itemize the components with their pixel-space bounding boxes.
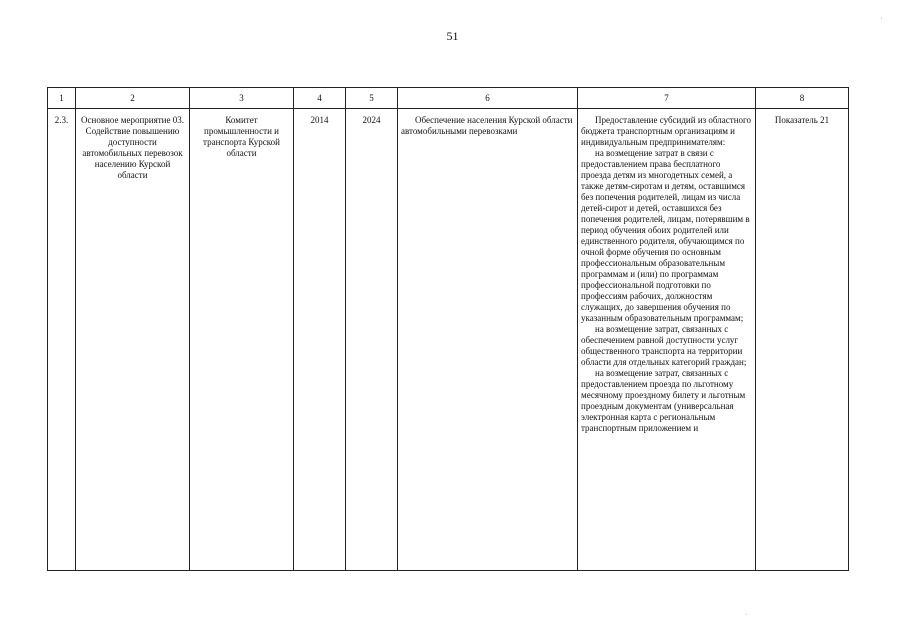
header-col-6: 6 bbox=[398, 88, 578, 109]
description-cell bbox=[578, 109, 756, 571]
start-year: 2014 bbox=[294, 109, 346, 571]
expected-result: Обеспечение населения Курской области автомобильными перевозками bbox=[398, 109, 578, 571]
header-col-7: 7 bbox=[578, 88, 756, 109]
page-number: 51 bbox=[446, 29, 459, 43]
responsible-executor: Комитет промышленности и транспорта Курской области bbox=[190, 109, 294, 571]
header-col-1: 1 bbox=[48, 88, 76, 109]
table-row bbox=[48, 109, 849, 571]
program-table bbox=[47, 87, 849, 571]
end-year: 2024 bbox=[346, 109, 398, 571]
description-paragraph: на возмещение затрат, связанных с обеспечением равной доступности услуг общественного транспорта на территории области для отдельных категорий граждан; bbox=[581, 324, 747, 367]
header-col-5: 5 bbox=[346, 88, 398, 109]
header-col-8: 8 bbox=[756, 88, 849, 109]
description-paragraph: на возмещение затрат, связанных с предоставлением проезда по льготному месячному проездному билету и льготным проездным документам (универсальная электронная карта с региональным транспортным приложением и bbox=[581, 368, 746, 433]
description-paragraph: на возмещение затрат в связи с предоставлением права бесплатного проезда детям из многодетных семей, а также детям-сиротам и детям, оставшимся без попечения родителей, лицам из числа детей-сирот и детей, оставшихся без попечения родителей, лицам, потерявшим в период обучения обоих родителей или единственного родителя, обучающимся по очной форме обучения по основным профессиональным образовательным программам и (или) по программам профессиональной подготовки по профессиям рабочих, должностям служащих, до завершения обучения по указанным образовательным программам; bbox=[581, 148, 750, 323]
description-paragraph: Предоставление субсидий из областного бюджета транспортным организациям и индивидуальным предпринимателям: bbox=[581, 115, 751, 147]
indicator: Показатель 21 bbox=[756, 109, 849, 571]
header-row bbox=[48, 88, 849, 109]
scan-artifact: · bbox=[745, 610, 749, 621]
row-number: 2.3. bbox=[48, 109, 76, 571]
header-col-4: 4 bbox=[294, 88, 346, 109]
header-col-3: 3 bbox=[190, 88, 294, 109]
header-col-2: 2 bbox=[76, 88, 190, 109]
event-name: Основное мероприятие 03. Содействие повышению доступности автомобильных перевозок населению Курской области bbox=[76, 109, 190, 571]
scan-artifact: · bbox=[880, 14, 884, 25]
